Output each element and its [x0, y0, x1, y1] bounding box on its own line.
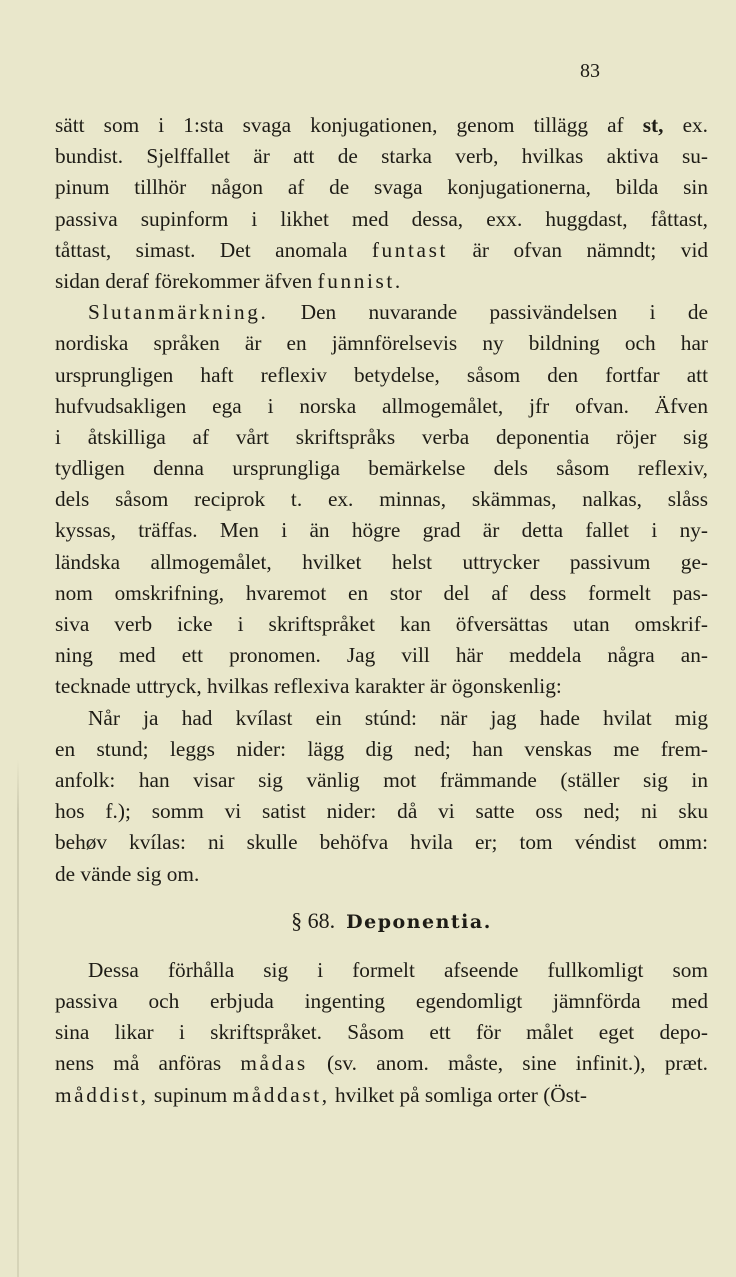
text-segment: i åtskilliga af vårt skriftspråks verba deponentia röjer sig [55, 424, 708, 449]
text-line [55, 422, 708, 453]
page-number: 83 [580, 60, 600, 82]
text-segment: Når ja had kvílast ein stúnd: när jag hade hvilat mig [88, 705, 708, 730]
text-line [55, 640, 708, 671]
text-segment: Den nuvarande passivändelsen i de [268, 300, 708, 325]
text-line [55, 297, 708, 328]
text-line [55, 1080, 708, 1111]
text-line [55, 827, 708, 858]
spaced-emphasis-text: funnist. [317, 268, 403, 293]
text-line [55, 204, 708, 235]
paragraph [55, 110, 708, 297]
text-line [55, 765, 708, 796]
text-line [55, 172, 708, 203]
spaced-emphasis-text: Slutanmärkning. [88, 300, 269, 325]
text-segment: nens må anföras [55, 1051, 241, 1076]
text-segment: pinum tillhör någon af de svaga konjugationerna, bilda sin [55, 175, 708, 200]
text-line [55, 1048, 708, 1079]
text-line [55, 110, 708, 141]
text-segment: siva verb icke i skriftspråket kan öfversättas utan omskrif- [55, 612, 708, 636]
paragraph [55, 703, 708, 890]
text-line [55, 235, 708, 266]
text-segment: behøv kvílas: ni skulle behöfva hvila er; tom véndist omm: [55, 830, 708, 855]
text-segment: de vände sig om. [55, 861, 200, 886]
text-segment: tåttast, simast. Det anomala [55, 237, 372, 262]
bold-text: st, [642, 113, 664, 137]
text-segment: (sv. anom. måste, sine infinit.), præt. [307, 1051, 709, 1076]
text-segment: sidan deraf förekommer äfven [55, 268, 318, 293]
text-segment: anfolk: han visar sig vänlig mot främmande (ställer sig in [55, 767, 708, 792]
text-segment: tydligen denna ursprungliga bemärkelse dels såsom reflexiv, [55, 456, 708, 481]
text-segment: hvilket på somliga orter (Öst- [329, 1082, 587, 1107]
text-segment: ex. [663, 113, 708, 137]
text-line [55, 547, 708, 578]
text-segment: passiva och erbjuda ingenting egendomligt jämnförda med [55, 989, 708, 1014]
text-segment: nom omskrifning, hvaremot en stor del af dess formelt pas- [55, 580, 708, 605]
text-segment: supinum [148, 1082, 233, 1107]
text-segment: nordiska språken är en jämnförelsevis ny bildning och har [55, 331, 708, 356]
spaced-emphasis-text: mådas [240, 1051, 308, 1076]
text-line [55, 986, 708, 1017]
spaced-emphasis-text: måddast, [232, 1082, 330, 1107]
text-line [55, 671, 708, 702]
text-segment: dels såsom reciprok t. ex. minnas, skämmas, nalkas, slåss [55, 487, 708, 512]
text-line [55, 515, 708, 546]
page-gutter-edge [17, 760, 19, 1277]
text-line [55, 1017, 708, 1048]
text-line [55, 955, 708, 986]
paragraph [55, 955, 708, 1111]
text-segment: tecknade uttryck, hvilkas reflexiva karakter är ögonskenlig: [55, 674, 562, 699]
text-line [55, 328, 708, 359]
spaced-emphasis-text: funtast [371, 237, 448, 262]
text-line [55, 609, 708, 640]
text-segment: hufvudsakligen ega i norska allmogemålet, jfr ofvan. Äfven [55, 393, 708, 418]
text-segment: sätt som i 1:sta svaga konjugationen, genom tillägg af [55, 113, 643, 137]
text-line [55, 360, 708, 391]
text-segment: passiva supinform i likhet med dessa, exx. huggdast, fåttast, [55, 206, 708, 231]
text-line [55, 453, 708, 484]
text-segment: ursprungligen haft reflexiv betydelse, såsom den fortfar att [55, 362, 708, 387]
page-text [55, 110, 708, 1111]
text-line [55, 484, 708, 515]
paragraph [55, 297, 708, 702]
text-line [55, 703, 708, 734]
body-before-heading [55, 110, 708, 890]
text-segment: Dessa förhålla sig i formelt afseende fullkomligt som [88, 957, 708, 982]
text-segment: hos f.); somm vi satist nider: då vi satte oss ned; ni sku [55, 799, 708, 824]
section-heading [55, 905, 708, 936]
text-line [55, 578, 708, 609]
spaced-emphasis-text: måddist, [55, 1082, 149, 1107]
text-line [55, 266, 708, 297]
text-segment: ning med ett pronomen. Jag vill här meddela några an- [55, 643, 708, 668]
text-segment: en stund; leggs nider: lägg dig ned; han venskas me frem- [55, 736, 708, 761]
body-after-heading [55, 955, 708, 1111]
text-line [55, 734, 708, 765]
text-line [55, 859, 708, 890]
section-number: § 68. [291, 907, 336, 933]
text-segment: är ofvan nämndt; vid [447, 237, 709, 262]
text-segment: ländska allmogemålet, hvilket helst uttrycker passivum ge- [55, 549, 708, 574]
text-segment: sina likar i skriftspråket. Såsom ett för målet eget depo- [55, 1020, 708, 1045]
text-segment: bundist. Sjelffallet är att de starka verb, hvilkas aktiva su- [55, 144, 708, 169]
section-title: Deponentia. [346, 910, 492, 933]
text-line [55, 391, 708, 422]
text-segment: kyssas, träffas. Men i än högre grad är detta fallet i ny- [55, 518, 708, 543]
text-line [55, 141, 708, 172]
text-line [55, 796, 708, 827]
